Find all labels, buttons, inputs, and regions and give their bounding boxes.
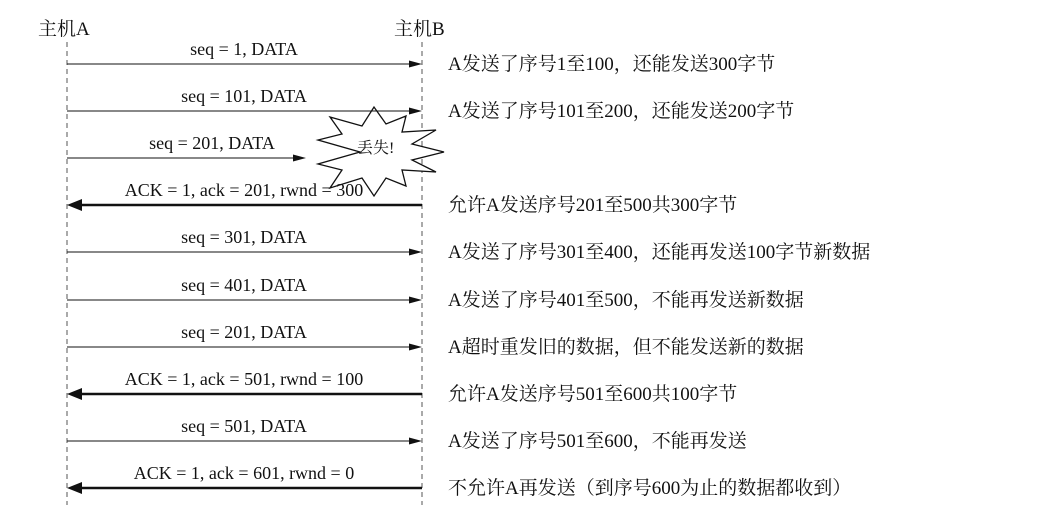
message-label: seq = 201, DATA <box>181 322 307 342</box>
message-label: seq = 501, DATA <box>181 416 307 436</box>
message-note: A发送了序号501至600，不能再发送 <box>448 431 747 452</box>
message-note: 允许A发送序号201至500共300字节 <box>448 195 738 216</box>
host-a-label: 主机A <box>38 19 90 40</box>
message-arrow-head <box>67 388 82 400</box>
message-label: ACK = 1, ack = 201, rwnd = 300 <box>124 180 364 200</box>
message-arrow-head <box>409 61 422 68</box>
message-note: A发送了序号301至400，还能再发送100字节新数据 <box>448 242 871 263</box>
message-arrow-head <box>409 249 422 256</box>
message-arrow-head <box>409 438 422 445</box>
message-note: A发送了序号1至100，还能发送300字节 <box>448 54 776 75</box>
message-label: seq = 301, DATA <box>181 227 307 247</box>
message-arrow-head <box>409 108 422 115</box>
message-label: seq = 101, DATA <box>181 86 307 106</box>
message-note: A发送了序号101至200，还能发送200字节 <box>448 101 795 122</box>
message-arrow-head <box>409 344 422 351</box>
message-label: seq = 1, DATA <box>190 39 298 59</box>
loss-label: 丢失! <box>357 140 395 157</box>
message-arrow-head <box>67 482 82 494</box>
message-note: 允许A发送序号501至600共100字节 <box>448 384 738 405</box>
message-note: A发送了序号401至500，不能再发送新数据 <box>448 290 804 311</box>
message-arrow-head <box>293 155 306 162</box>
message-note: A超时重发旧的数据，但不能发送新的数据 <box>448 337 804 358</box>
message-label: ACK = 1, ack = 501, rwnd = 100 <box>124 369 364 389</box>
message-label: seq = 401, DATA <box>181 275 307 295</box>
message-note: 不允许A再发送（到序号600为止的数据都收到） <box>448 478 852 499</box>
message-arrow-head <box>409 297 422 304</box>
message-label: ACK = 1, ack = 601, rwnd = 0 <box>133 463 355 483</box>
message-arrow-head <box>67 199 82 211</box>
host-b-label: 主机B <box>394 19 445 40</box>
message-label: seq = 201, DATA <box>149 133 275 153</box>
